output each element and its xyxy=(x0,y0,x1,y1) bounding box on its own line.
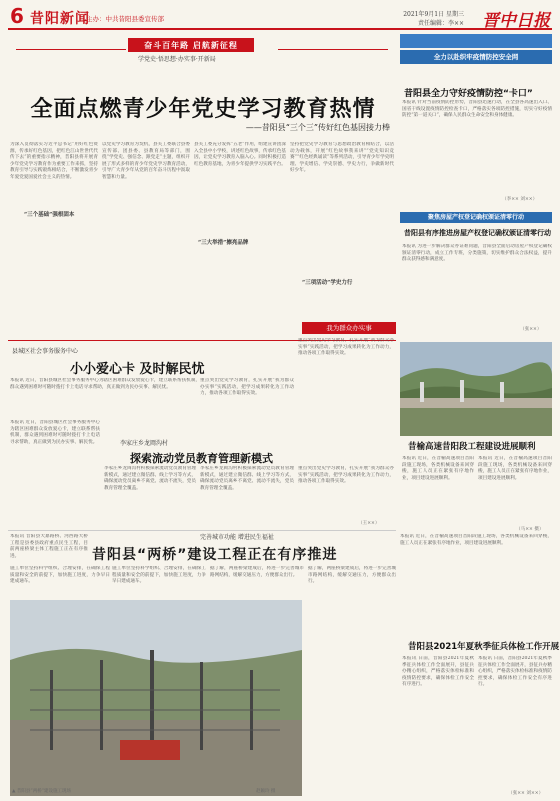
feature-subhead-2: “三大举措”擦亮品牌 xyxy=(198,240,249,246)
feature-column-3: 县关工委充分发挥“五老”作用，组建宣讲团深入全县中小学校，讲述红色故事，传承红色基因，让党史学习教育入脑入心。同时积极打造红色教育基地，为青少年提供学习实践平台。 xyxy=(194,142,286,167)
construction-photo-graphic xyxy=(400,342,552,436)
military-headline: 昔阳县2021年夏秋季征兵体检工作开展 xyxy=(408,642,560,652)
military-divider xyxy=(400,630,552,640)
service-banner: 我为群众办实事 xyxy=(302,322,396,334)
issue-date: 2021年9月1日 星期三 xyxy=(403,11,464,18)
property-headline: 昔阳县有序推进房屋产权登记确权颁证清零行动 xyxy=(404,229,551,237)
organizer: 主办：中共昔阳县委宣传部 xyxy=(86,15,164,23)
military-signature: （张×× 刘××） xyxy=(508,791,544,796)
model-body-1: 李家庄乡龙岡沟村积极探索流动党员教育管理新模式，通过建立微信群、线上学习等方式，确保流动党员离乡不离党、流动不流失，党员教育管理全覆盖。 xyxy=(104,466,196,491)
feature-subheadline: ——昔阳县“三个三”传好红色基因接力棒 xyxy=(245,123,390,132)
bottom-rule xyxy=(8,530,396,531)
model-headline: 探索流动党员教育管理新模式 xyxy=(130,452,273,465)
bridge-headline: 昔阳县“两桥”建设工程正在有序推进 xyxy=(92,547,338,563)
construction-photo xyxy=(400,342,552,436)
decor-swirl-left xyxy=(16,40,126,50)
love-card-kicker: 县城区社会事务服务中心 xyxy=(12,348,79,355)
bridge-body-3: 据了解，两座桥梁建成后，将进一步完善城市路网结构，缓解交通压力，方便群众出行。 xyxy=(210,566,304,578)
bridge-kicker: 完善城市功能 增进民生福祉 xyxy=(200,534,274,541)
model-body-3: 重点突出党史学习教育，扎实开展“我为群众办实事”实践活动，把学习成果转化为工作动力，推动各项工作取得实效。 xyxy=(298,466,394,484)
military-body-2: 本报讯 日前，昔阳县2021年夏秋季征兵体检工作全面展开，县征兵办精心组织，严格落实体检标准和疫情防控要求，确保体检工作安全有序进行。 xyxy=(478,656,552,687)
construction-headline: 昔榆高速昔阳段工程建设进展顺利 xyxy=(408,442,536,452)
bridge-body-1: 本报讯 昔阳县大寨路桥、河西路大桥工程是县委县政府重点民生工程，目前两座桥梁主体工程施工正在有序推进。 xyxy=(10,534,88,559)
property-section-bar: 聚焦房屋产权登记确权颁证清零行动 xyxy=(400,212,552,223)
love-card-body-cont: 本报讯 近日，昔阳县城区社会事务服务中心为辖区困难群众发放爱心卡，建立联系帮扶机制，群众遇到困难时可随时拨打卡上电话寻求帮助，真正做到为民办实事、解民忧。 xyxy=(10,420,100,445)
right-banner-bg xyxy=(400,34,552,48)
feature-subhead-1: “三个基础”强根固本 xyxy=(24,212,75,218)
model-signature: （王××） xyxy=(358,521,380,526)
decor-swirl-right xyxy=(278,40,388,50)
bridge-body-2: 施工单位坚持科学组织、合理安排，在确保工程质量和安全的前提下，加快施工进度，力争早日建成通车。 xyxy=(112,566,206,584)
epidemic-section-bar: 全力以赴织牢疫情防控安全网 xyxy=(400,50,552,64)
epidemic-headline: 昔阳县全力守好疫情防控“卡口” xyxy=(404,89,533,99)
bridge-body-1b: 施工单位坚持科学组织、合理安排，在确保工程质量和安全的前提下，加快施工进度，力争早日建成通车。 xyxy=(10,566,110,584)
property-signature: （张××） xyxy=(520,327,542,332)
love-card-body: 本报讯 近日，昔阳县城区社会事务服务中心为辖区困难群众发放爱心卡，建立联系帮扶机制，群众遇到困难时可随时拨打卡上电话寻求帮助，真正做到为民办实事、解民忧。 xyxy=(10,378,200,390)
feature-column-4: 坚持把党史学习教育与思想政治教育相结合，以活动为载体，开展“红色故事我来讲”“党史知识竞赛”“红色经典诵读”等系列活动，引导青少年学史明理、学史增信、学史崇德、学史力行，争做新时代好少年。 xyxy=(290,142,394,173)
epidemic-body: 本报讯 针对当前疫情防控形势，昔阳县迅速行动，在全县各高速出入口、国省干线设置疫情防控检查卡口，严格落实各项防控措施，切实守好疫情防控“第一道关口”，确保人民群众生命安全和身体健康。 xyxy=(402,100,552,118)
feature-banner: 奋斗百年路 启航新征程 xyxy=(128,38,254,52)
property-body: 本报讯 为进一步解决群众办证难问题，昔阳县全面启动房屋产权登记确权颁证清零行动，成立工作专班，分类施策，切实维护群众合法权益，提升群众获得感和满意度。 xyxy=(402,244,552,262)
bridge-construction-photo xyxy=(10,600,302,796)
bridge-body-4: 据了解，两座桥梁建成后，将进一步完善城市路网结构，缓解交通压力，方便群众出行。 xyxy=(308,566,396,584)
page-number: 6 xyxy=(10,4,24,28)
bridge-photo-credit: 赵颖玲 摄 xyxy=(256,789,276,794)
bridge-photo-graphic xyxy=(10,600,302,796)
feature-subhead-3: “三项活动”学史力行 xyxy=(302,280,353,286)
feature-column-2: 以党史学习教育为契机，县关工委联合县委宣传部、团县委、县教育局等部门，围绕“学党史、强信念、跟党走”主题，组织开展了形式多样的青少年党史学习教育活动，引导广大青少年从党的百年奋斗历程中汲取智慧和力量。 xyxy=(102,142,190,180)
love-card-headline: 小小爱心卡 及时解民忧 xyxy=(70,362,205,377)
editor: 责任编辑：李×× xyxy=(417,20,464,27)
military-body-1: 本报讯 日前，昔阳县2021年夏秋季征兵体检工作全面展开，县征兵办精心组织，严格落实体检标准和疫情防控要求，确保体检工作安全有序进行。 xyxy=(402,656,474,687)
feature-column-1: 为深入贯彻落实习近平总书记“用好红色资源，传承好红色基因，把红色江山世世代代传下去”的重要指示精神，昔阳县将开展青少年党史学习教育作为重要工作来抓，坚持教育引导与实践锻炼相结合，不断激发青少年爱党爱国爱社会主义的热情。 xyxy=(10,142,98,180)
construction-signature: （马×× 摄） xyxy=(516,527,544,532)
feature-headline: 全面点燃青少年党史学习教育热情 xyxy=(30,97,376,122)
service-column: 重点突出党史学习教育，扎实开展“我为群众办实事”实践活动，把学习成果转化为工作动力，推动各项工作取得实效。 xyxy=(298,338,394,356)
feature-subtitle: 学党史·悟思想·办实事·开新局 xyxy=(138,56,216,63)
newspaper-logo: 晋中日报 xyxy=(482,11,550,31)
construction-body-2: 本报讯 近日，在昔榆高速项目昔阳段施工现场，各类机械设备来回穿梭，施工人员正在紧张有序地作业，项目建设进展顺利。 xyxy=(478,456,552,481)
bridge-photo-caption: ▲ 昔阳县“两桥”建设施工现场 xyxy=(12,789,71,794)
epidemic-signature: （李×× 刘××） xyxy=(502,197,538,202)
construction-body-1: 本报讯 近日，在昔榆高速项目昔阳段施工现场，各类机械设备来回穿梭，施工人员正在紧张有序地作业，项目建设进展顺利。 xyxy=(402,456,474,481)
love-card-body-right: 重点突出党史学习教育，扎实开展“我为群众办实事”实践活动，把学习成果转化为工作动力，推动各项工作取得实效。 xyxy=(200,378,294,396)
feature-header xyxy=(8,32,396,76)
model-body-2: 李家庄乡龙岡沟村积极探索流动党员教育管理新模式，通过建立微信群、线上学习等方式，确保流动党员离乡不离党、流动不流失，党员教育管理全覆盖。 xyxy=(200,466,294,491)
section-title: 昔阳新闻 xyxy=(30,11,90,27)
construction-body-3: 本报讯 近日，在昔榆高速项目昔阳段施工现场，各类机械设备来回穿梭，施工人员正在紧张有序地作业，项目建设进展顺利。 xyxy=(400,534,552,546)
masthead xyxy=(8,6,552,30)
model-kicker: 李家庄乡龙岡沟村 xyxy=(120,440,169,447)
